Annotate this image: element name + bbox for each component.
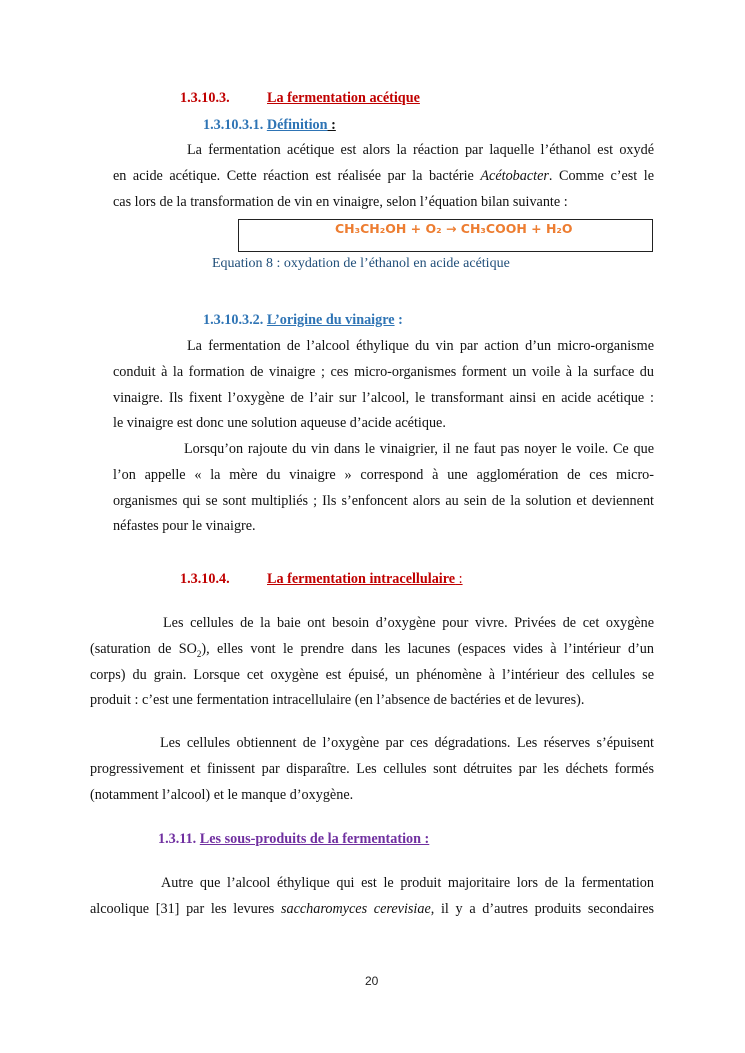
paragraph-line: produit : c’est une fermentation intracellulaire (en l’absence de bactéries et de levures). bbox=[90, 692, 585, 709]
subsection-title: Définition bbox=[266, 117, 328, 133]
paragraph-line: Autre que l’alcool éthylique qui est le produit majoritaire lors de la fermentation bbox=[161, 875, 654, 891]
section-number: 1.3.11. bbox=[158, 831, 197, 847]
paragraph-line: (notamment l’alcool) et le manque d’oxygène. bbox=[90, 786, 354, 803]
byproducts-paragraph bbox=[90, 871, 654, 923]
paragraph-line: Les cellules de la baie ont besoin d’oxygène pour vivre. Privées de cet oxygène bbox=[163, 615, 654, 631]
paragraph-line: La fermentation de l’alcool éthylique du vin par action d’un micro-organisme bbox=[187, 338, 654, 354]
reaction-arrow-icon: → bbox=[445, 221, 457, 236]
paragraph-line: le vinaigre est donc une solution aqueuse d’acide acétique. bbox=[113, 415, 446, 432]
paragraph-line: La fermentation acétique est alors la réaction par laquelle l’éthanol est oxydé bbox=[187, 142, 654, 158]
page-number: 20 bbox=[365, 974, 379, 988]
paragraph-line: conduit à la formation de vinaigre ; ces micro-organismes forment un voile à la surface du bbox=[113, 363, 654, 380]
paragraph-line: alcoolique [31] par les levures saccharomyces cerevisiae, il y a d’autres produits secondaires bbox=[90, 900, 655, 917]
subsection-title: L’origine du vinaigre bbox=[266, 312, 395, 328]
species-name: Acétobacter bbox=[480, 167, 549, 184]
paragraph-line: (saturation de $SO_2$), elles vont le prendre dans les lacunes (espaces vides à l’intérieur d’un bbox=[90, 640, 654, 659]
intracellular-paragraph-2 bbox=[90, 731, 654, 808]
subsection-number: 1.3.10.3.2. bbox=[203, 312, 264, 328]
subsection-colon: : bbox=[327, 117, 336, 133]
paragraph-line: progressivement et finissent par disparaître. Les cellules sont détruites par les déchets formés bbox=[90, 760, 654, 777]
species-name: saccharomyces cerevisiae bbox=[280, 900, 431, 917]
paragraph-line: l’on appelle « la mère du vinaigre » correspond à une agglomération de ces micro- bbox=[113, 466, 654, 483]
subsection-heading-definition bbox=[203, 117, 336, 134]
origin-paragraph-2 bbox=[113, 437, 654, 540]
paragraph-line: en acide acétique. Cette réaction est réalisée par la bactérie Acétobacter. Comme c’est le bbox=[113, 167, 655, 184]
section-title: La fermentation intracellulaire bbox=[267, 571, 456, 587]
paragraph-line: Lorsqu’on rajoute du vin dans le vinaigrier, il ne faut pas noyer le voile. Ce que bbox=[184, 441, 654, 457]
section-heading-acetic bbox=[180, 90, 420, 107]
paragraph-line: Les cellules obtiennent de l’oxygène par ces dégradations. Les réserves s’épuisent bbox=[160, 735, 654, 751]
paragraph-line: cas lors de la transformation de vin en vinaigre, selon l’équation bilan suivante : bbox=[113, 193, 568, 210]
subsection-heading-origin bbox=[203, 312, 403, 329]
section-colon: : bbox=[455, 571, 463, 587]
paragraph-line: corps) du grain. Lorsque cet oxygène est épuisé, un phénomène à l’intérieur des cellules se bbox=[90, 666, 654, 683]
section-number: 1.3.10.4. bbox=[180, 571, 230, 587]
paragraph-line: organismes qui se sont multipliés ; Ils s’enfoncent alors au sein de la solution et deviennent bbox=[113, 492, 654, 509]
section-title: La fermentation acétique bbox=[267, 90, 420, 106]
definition-paragraph bbox=[113, 138, 654, 215]
section-heading-intracellular bbox=[180, 571, 463, 588]
paragraph-line: vinaigre. Ils fixent l’oxygène de l’air sur l’alcool, le transformant ainsi en acide acétique : bbox=[113, 389, 654, 406]
section-number: 1.3.10.3. bbox=[180, 90, 230, 106]
section-heading-byproducts bbox=[158, 831, 429, 848]
subsection-number: 1.3.10.3.1. bbox=[203, 117, 264, 133]
subsection-colon: : bbox=[394, 312, 403, 328]
intracellular-paragraph-1 bbox=[90, 611, 654, 714]
equation-reactants: CH₃CH₂OH + O₂ bbox=[335, 221, 442, 236]
origin-paragraph-1 bbox=[113, 334, 654, 437]
section-title: Les sous-produits de la fermentation : bbox=[199, 831, 430, 847]
paragraph-line: néfastes pour le vinaigre. bbox=[113, 518, 256, 535]
chemical-equation bbox=[335, 221, 573, 236]
equation-products: CH₃COOH + H₂O bbox=[460, 221, 573, 236]
section-title-wrap bbox=[267, 571, 463, 588]
equation-caption: Equation 8 : oxydation de l’éthanol en acide acétique bbox=[212, 256, 510, 271]
